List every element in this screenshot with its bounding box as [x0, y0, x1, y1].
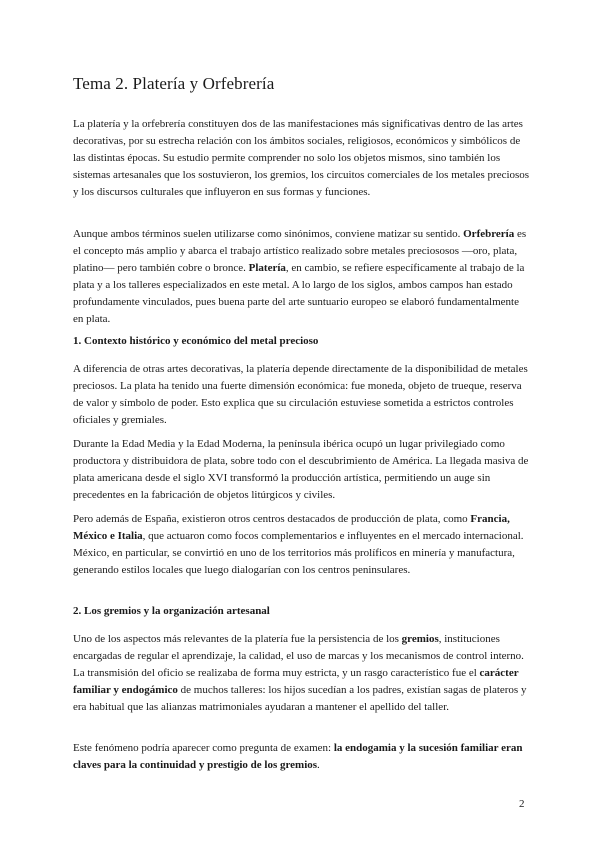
section-2-paragraph-2	[73, 740, 531, 774]
term-plateria: Platería	[248, 262, 286, 275]
emphasis-gremios: gremios	[401, 633, 439, 645]
paragraph-text: Durante la Edad Media y la Edad Moderna, la península ibérica ocupó un lugar privilegiado como productora y distribuidora de plata, sobre todo con el descubrimiento de América. La llegada masiva de plata americana desde el siglo XVI transformó la producción artística, permitiendo un auge sin precedentes en la fabricación de objetos litúrgicos y civiles.	[73, 438, 529, 502]
page-title: Tema 2. Platería y Orfebrería	[73, 74, 275, 93]
section-1-paragraph-2	[73, 436, 531, 504]
paragraph-text	[73, 511, 531, 579]
intro-paragraph-1	[73, 116, 531, 201]
text-run: , instituciones encargadas de regular el aprendizaje, la calidad, el uso de marcas y los mecanismos de control interno. La transmisión del oficio se realizaba de forma muy estricta, y un rasgo característico fue el	[73, 633, 524, 680]
paragraph-text: La platería y la orfebrería constituyen dos de las manifestaciones más significativas dentro de las artes decorativas, por su estrecha relación con los ámbitos sociales, religiosos, económicos y simbólicos de las distintas épocas. Su estudio permite comprender no solo los objetos mismos, sino también los sistemas artesanales que los sostuvieron, los gremios, los circuitos comerciales de los metales preciosos y los discursos culturales que influyeron en sus formas y funciones.	[73, 118, 530, 199]
section-2-heading	[73, 603, 531, 620]
section-heading: 1. Contexto histórico y económico del metal precioso	[73, 335, 319, 347]
section-2-paragraph-1	[73, 631, 531, 716]
intro-paragraph-2	[73, 226, 531, 329]
emphasis-exam-note: la endogamia y la sucesión familiar eran claves para la continuidad y prestigio de los gremios	[73, 742, 523, 772]
text-run: , en cambio, se refiere específicamente al trabajo de la plata y a los talleres especializados en este metal. A lo largo de los siglos, ambos campos han estado profundamente vinculados, pues buena parte del arte suntuario europeo se elaboró fundamentalmente en plata.	[73, 262, 525, 326]
text-run: , que actuaron como focos complementarios e influyentes en el mercado internacional. México, en particular, se convirtió en uno de los territorios más prolíficos en minería y manufactura, generando estilos locales que luego dialogarían con los centros peninsulares.	[73, 530, 524, 577]
text-run: es el concepto más amplio y abarca el trabajo artístico realizado sobre metales preciososos —oro, plata, platino— pero también cobre o bronce.	[73, 228, 527, 275]
text-run: de muchos talleres: los hijos sucedían a los padres, existían sagas de plateros y era habitual que las alianzas matrimoniales ayudaran a mantener el apellido del taller.	[73, 684, 527, 714]
emphasis-countries: Francia, México e Italia	[73, 513, 510, 543]
paragraph-text	[73, 631, 531, 716]
text-run: .	[317, 759, 320, 772]
paragraph-text: A diferencia de otras artes decorativas, la platería depende directamente de la disponibilidad de metales preciosos. La plata ha tenido una fuerte dimensión económica: fue moneda, objeto de trueque, reserva de valor y símbolo de poder. Esto explica que su circulación estuviese sometida a estrictos controles oficiales y gremiales.	[73, 363, 528, 427]
term-orfebreria: Orfebrería	[463, 228, 515, 240]
text-run: Pero además de España, existieron otros centros destacados de producción de plata, como	[73, 513, 471, 525]
emphasis-caracter: carácter familiar y endogámico	[73, 667, 519, 697]
section-1-paragraph-3	[73, 511, 531, 579]
page-number: 2	[519, 798, 525, 810]
section-heading: 2. Los gremios y la organización artesanal	[73, 605, 270, 617]
paragraph-text	[73, 740, 531, 774]
section-1-paragraph-1	[73, 361, 531, 429]
text-run: Este fenómeno podría aparecer como pregunta de examen:	[73, 742, 334, 754]
paragraph-text	[73, 226, 531, 329]
section-1-heading	[73, 333, 531, 350]
text-run: Uno de los aspectos más relevantes de la platería fue la persistencia de los	[73, 633, 402, 645]
text-run: Aunque ambos términos suelen utilizarse como sinónimos, conviene matizar su sentido.	[73, 228, 464, 240]
